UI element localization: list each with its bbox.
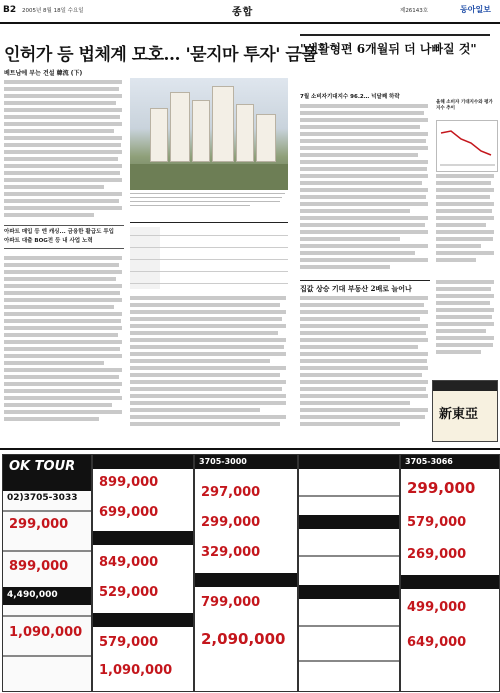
table-row (130, 259, 288, 260)
ad-price: 899,000 (9, 559, 69, 574)
article-body-col1 (4, 80, 124, 220)
trees-foreground (130, 164, 288, 190)
ad-price: 2,090,000 (201, 630, 286, 648)
ad-divider (3, 550, 91, 552)
ad-right-phone: 3705-3066 (401, 455, 499, 469)
sidebar-subheadline: 집값 상승 기대 부동산 2배로 늘어나 (300, 280, 430, 294)
trend-line (441, 131, 491, 155)
newspaper-logo: 동아일보 (460, 4, 491, 14)
text-lines (436, 174, 496, 262)
section-title: 종합 (232, 7, 254, 18)
sidebar-body-2 (300, 296, 430, 441)
trend-line-chart (437, 121, 497, 171)
ad-ok-tour-title: OK TOUR (9, 459, 76, 474)
page-header (0, 0, 500, 24)
brand-ad (432, 380, 498, 442)
ad-band (299, 585, 399, 599)
ad-header-band (93, 455, 193, 469)
ad-center-left (92, 454, 194, 692)
article-body-col2 (130, 296, 288, 441)
ad-band (401, 575, 499, 589)
ad-price: 329,000 (201, 545, 261, 560)
sidebar-body-2-right (436, 280, 496, 370)
ad-middle-phone: 3705-3000 (195, 455, 297, 469)
photo-caption (130, 193, 288, 206)
ad-price: 849,000 (99, 555, 159, 570)
ad-band (93, 613, 193, 627)
ad-price: 499,000 (407, 600, 467, 615)
building-shape (256, 114, 276, 162)
ad-right (400, 454, 500, 692)
building-shape (212, 86, 234, 162)
ad-divider (3, 655, 91, 657)
ad-price: 299,000 (201, 515, 261, 530)
text-lines (300, 296, 430, 426)
issue-date: 2005년 8월 18일 수요일 (22, 8, 84, 14)
sidebar-body (300, 104, 430, 274)
article-body-col1-lower (4, 256, 124, 441)
main-headline: 인허가 등 법체계 모호… '묻지마 투자' 금물 (4, 45, 318, 65)
ad-price: 799,000 (201, 595, 261, 610)
brand-ad-bar (433, 381, 497, 391)
building-shape (170, 92, 190, 162)
ad-band (299, 515, 399, 529)
ad-ok-tour (2, 454, 92, 692)
ad-section (0, 448, 500, 693)
sidebar-deck: 7월 소비자기대지수 96.2… 넉달째 하락 (300, 94, 400, 100)
ad-band (93, 531, 193, 545)
ad-price: 579,000 (407, 515, 467, 530)
ad-ok-tour-banner (3, 455, 91, 491)
pull-quote (4, 225, 124, 249)
building-shape (236, 104, 254, 162)
article-photo (130, 78, 288, 190)
ad-price: 269,000 (407, 547, 467, 562)
pull-quote-line-1: 아파트 매입 등 엔 캐싱... 금융한 활급도 투입 (4, 229, 114, 235)
building-shape (192, 100, 210, 162)
ad-price: 699,000 (99, 505, 159, 520)
ad-middle (194, 454, 298, 692)
ad-center-right (298, 454, 400, 692)
mini-chart (436, 120, 498, 172)
ad-price: 579,000 (99, 635, 159, 650)
table-row (130, 235, 288, 236)
page-number: B2 (3, 5, 17, 15)
ad-divider (299, 625, 399, 627)
pull-quote-line-2: 아파트 대출 BOG전 등 내 사업 노력 (4, 238, 93, 244)
ad-price: 1,090,000 (99, 663, 173, 678)
table-row (130, 271, 288, 272)
text-lines (4, 80, 124, 217)
text-lines (436, 280, 496, 354)
ad-price: 1,090,000 (9, 625, 83, 640)
ad-price: 649,000 (407, 635, 467, 650)
sidebar-body-right (436, 174, 496, 269)
issue-number: 제26143호 (400, 8, 429, 14)
ad-header-band (299, 455, 399, 469)
info-table (130, 222, 288, 291)
ad-ok-tour-phone: 02)3705-3033 (7, 493, 78, 503)
ad-divider (299, 555, 399, 557)
ad-divider (299, 660, 399, 662)
ad-price: 299,000 (9, 517, 69, 532)
text-lines (130, 296, 288, 426)
series-label: 베트남에 부는 건설 韓流 (下) (4, 70, 83, 77)
ad-price: 529,000 (99, 585, 159, 600)
ad-price-band: 4,490,000 (3, 587, 91, 605)
chart-title: 올해 소비자 기대지수와 평가지수 추이 (436, 100, 493, 111)
text-lines (4, 256, 124, 421)
ad-divider (299, 495, 399, 497)
ad-divider (3, 615, 91, 617)
ad-band (195, 573, 297, 587)
ad-price: 299,000 (407, 479, 476, 497)
sidebar-headline: "생활형편 6개월뒤 더 나빠질 것" (300, 34, 490, 64)
table-header-col (130, 227, 160, 289)
text-lines (300, 104, 430, 269)
ad-price: 899,000 (99, 475, 159, 490)
ad-price: 297,000 (201, 485, 261, 500)
building-shape (150, 108, 168, 162)
ad-divider (3, 510, 91, 512)
brand-ad-logo: 新東亞 (439, 407, 479, 422)
table-row (130, 283, 288, 284)
table-row (130, 247, 288, 248)
